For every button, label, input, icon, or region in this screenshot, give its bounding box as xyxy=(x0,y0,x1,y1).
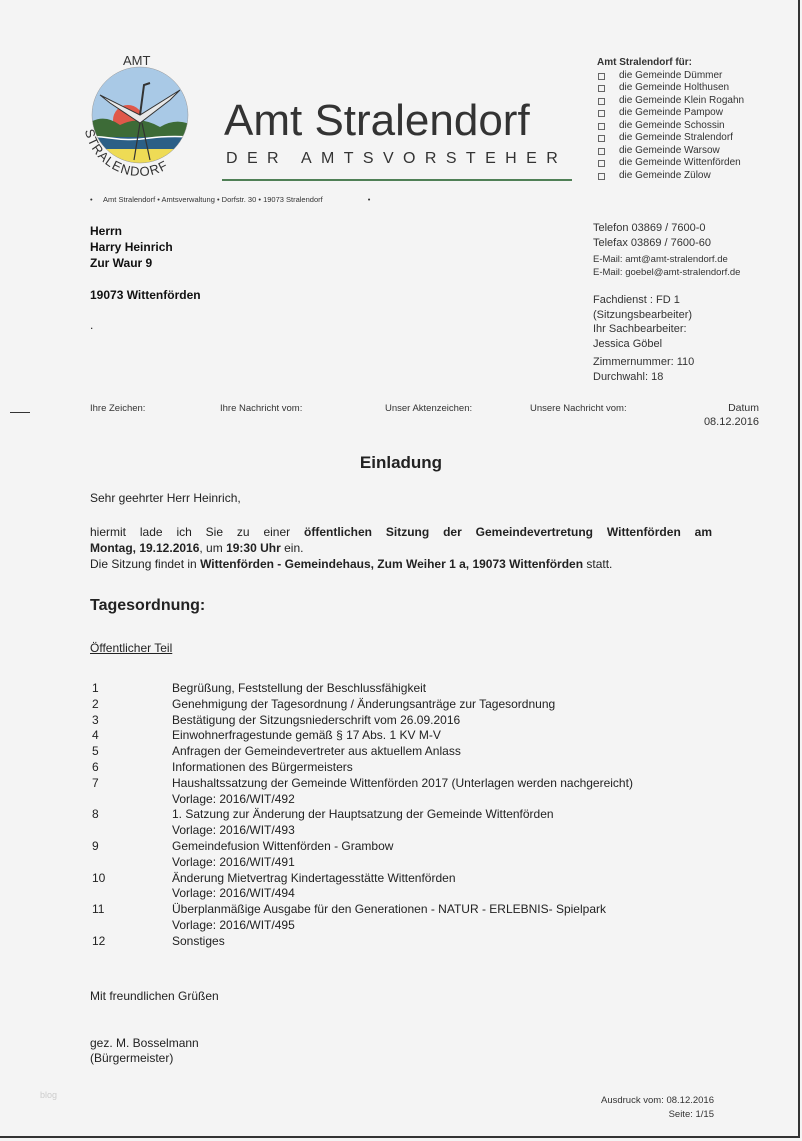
agenda-item xyxy=(92,839,633,855)
agenda-vorlage xyxy=(92,918,633,934)
agenda-item xyxy=(92,681,633,697)
closing-title: (Bürgermeister) xyxy=(90,1051,174,1065)
recipient-name: Harry Heinrich xyxy=(90,240,173,254)
agenda-number: 10 xyxy=(92,870,106,885)
logo-ring-bottom: STRALENDORF xyxy=(81,127,171,180)
community-label: die Gemeinde Zülow xyxy=(619,169,711,181)
agenda-number: 2 xyxy=(92,696,99,711)
agenda-text: Änderung Mietvertrag Kindertagesstätte Wittenförden xyxy=(172,870,456,885)
text: ein. xyxy=(280,541,304,555)
ref-our-message: Unsere Nachricht vom: xyxy=(530,403,627,414)
ref-your-message: Ihre Nachricht vom: xyxy=(220,403,303,414)
agenda-vorlage xyxy=(92,886,633,902)
community-label: die Gemeinde Warsow xyxy=(619,144,720,156)
recipient-city: 19073 Wittenförden xyxy=(90,288,201,302)
vorlage-ref: Vorlage: 2016/WIT/493 xyxy=(172,823,295,838)
agenda-vorlage xyxy=(92,792,633,808)
agenda-text: Haushaltssatzung der Gemeinde Wittenförden 2017 (Unterlagen werden nachgereicht) xyxy=(172,775,633,790)
agenda-number: 12 xyxy=(92,933,106,948)
community-item xyxy=(597,70,744,83)
agenda-number: 8 xyxy=(92,807,99,822)
invitation-line-2 xyxy=(90,541,303,555)
checkbox-icon xyxy=(598,173,605,180)
communities-heading: Amt Stralendorf für: xyxy=(597,57,692,68)
closing-signed: gez. M. Bosselmann xyxy=(90,1036,199,1050)
meeting-date: Montag, 19.12.2016 xyxy=(90,541,200,555)
agenda-item xyxy=(92,871,633,887)
text-bold: öffentlichen Sitzung der Gemeindevertretung Wittenförden am xyxy=(304,525,712,539)
agenda-number: 4 xyxy=(92,728,99,743)
agenda-vorlage xyxy=(92,823,633,839)
agenda-text: Einwohnerfragestunde gemäß § 17 Abs. 1 KV M-V xyxy=(172,728,441,743)
recipient-street: Zur Waur 9 xyxy=(90,256,153,270)
sender-line: • Amt Stralendorf • Amtsverwaltung • Dorfstr. 30 • 19073 Stralendorf • xyxy=(90,195,371,204)
agenda-item xyxy=(92,744,633,760)
closing-regards: Mit freundlichen Grüßen xyxy=(90,989,219,1003)
community-item xyxy=(597,120,744,133)
community-label: die Gemeinde Dümmer xyxy=(619,69,723,81)
checkbox-icon xyxy=(598,135,605,142)
footer-printed: Ausdruck vom: 08.12.2016 xyxy=(600,1095,714,1106)
letter-heading: Einladung xyxy=(359,453,443,472)
agenda-item xyxy=(92,934,633,950)
agenda-text: Gemeindefusion Wittenförden - Grambow xyxy=(172,838,394,853)
ref-your-ref: Ihre Zeichen: xyxy=(90,403,146,414)
amt-stralendorf-logo xyxy=(70,45,210,185)
community-item xyxy=(597,107,744,120)
agenda-item xyxy=(92,776,633,792)
checkbox-icon xyxy=(598,98,605,105)
text: Die Sitzung findet in xyxy=(90,557,201,571)
agenda-number: 6 xyxy=(92,759,99,774)
checkbox-icon xyxy=(598,85,605,92)
agenda-number: 7 xyxy=(92,775,99,790)
community-item xyxy=(597,145,744,158)
text: , um xyxy=(199,541,227,555)
agenda-text: Bestätigung der Sitzungsniederschrift vom 26.09.2016 xyxy=(172,712,461,727)
communities-list xyxy=(597,57,744,182)
agenda-text: Anfragen der Gemeindevertreter aus aktuellem Anlass xyxy=(172,744,461,759)
vorlage-ref: Vorlage: 2016/WIT/494 xyxy=(172,886,295,901)
agenda-text: Begrüßung, Feststellung der Beschlussfähigkeit xyxy=(172,681,427,695)
agenda-text: 1. Satzung zur Änderung der Hauptsatzung der Gemeinde Wittenförden xyxy=(172,807,554,822)
agenda-vorlage xyxy=(92,855,633,871)
agenda-number: 1 xyxy=(92,681,99,695)
checkbox-icon xyxy=(598,110,605,117)
agenda-item xyxy=(92,807,633,823)
community-label: die Gemeinde Holthusen xyxy=(619,82,730,93)
agenda-number: 5 xyxy=(92,744,99,759)
header-divider xyxy=(222,179,572,181)
vorlage-ref: Vorlage: 2016/WIT/492 xyxy=(172,791,295,806)
checkbox-icon xyxy=(598,123,605,130)
ref-date-label: Datum xyxy=(728,402,759,414)
contact-clerk: Jessica Göbel xyxy=(593,338,663,350)
agenda-item xyxy=(92,713,633,729)
contact-phone: Telefon 03869 / 7600-0 xyxy=(593,222,706,234)
sender-address: Amt Stralendorf • Amtsverwaltung • Dorfstr. 30 • 19073 Stralendorf xyxy=(103,195,323,204)
community-label: die Gemeinde Stralendorf xyxy=(619,132,733,143)
agenda-text: Sonstiges xyxy=(172,933,225,948)
agenda-text: Genehmigung der Tagesordnung / Änderungsanträge zur Tagesordnung xyxy=(172,696,556,711)
agenda-heading: Tagesordnung: xyxy=(90,597,206,614)
org-title: Amt Stralendorf xyxy=(224,96,530,145)
contact-email-1: E-Mail: amt@amt-stralendorf.de xyxy=(593,254,728,265)
contact-department: Fachdienst : FD 1 xyxy=(593,294,680,306)
agenda-text: Informationen des Bürgermeisters xyxy=(172,759,353,774)
recipient-salutation: Herrn xyxy=(90,224,123,238)
agenda-text: Überplanmäßige Ausgabe für den Generationen - NATUR - ERLEBNIS- Spielpark xyxy=(172,902,606,917)
contact-room: Zimmernummer: 110 xyxy=(593,356,695,368)
fold-mark xyxy=(10,412,30,413)
vorlage-ref: Vorlage: 2016/WIT/491 xyxy=(172,854,295,869)
community-label: die Gemeinde Klein Rogahn xyxy=(619,94,745,106)
invitation-line-1 xyxy=(90,525,712,539)
ref-date: 08.12.2016 xyxy=(703,416,759,428)
community-label: die Gemeinde Schossin xyxy=(619,119,725,131)
community-item xyxy=(597,157,744,170)
contact-extension: Durchwahl: 18 xyxy=(593,371,664,383)
watermark: blog xyxy=(40,1090,58,1100)
text: hiermit lade ich Sie zu einer xyxy=(90,525,305,539)
checkbox-icon xyxy=(598,160,605,167)
invitation-line-3 xyxy=(90,557,612,571)
text: statt. xyxy=(583,557,613,571)
checkbox-icon xyxy=(598,73,605,80)
footer-page: Seite: 1/15 xyxy=(668,1109,714,1120)
community-item xyxy=(597,82,744,95)
greeting: Sehr geehrter Herr Heinrich, xyxy=(90,491,241,505)
checkbox-icon xyxy=(598,148,605,155)
agenda-list xyxy=(92,681,633,950)
agenda-item xyxy=(92,728,633,744)
community-item xyxy=(597,132,744,145)
agenda-number: 9 xyxy=(92,838,99,853)
agenda-number: 11 xyxy=(92,902,105,917)
meeting-location: Wittenförden - Gemeindehaus, Zum Weiher 1 a, 19073 Wittenförden xyxy=(200,557,584,571)
ref-our-ref: Unser Aktenzeichen: xyxy=(385,403,473,414)
community-label: die Gemeinde Pampow xyxy=(619,107,723,118)
vorlage-ref: Vorlage: 2016/WIT/495 xyxy=(172,917,295,932)
community-item xyxy=(597,170,744,183)
community-label: die Gemeinde Wittenförden xyxy=(619,157,741,168)
contact-role: (Sitzungsbearbeiter) xyxy=(593,309,693,321)
agenda-section: Öffentlicher Teil xyxy=(90,641,173,655)
agenda-item xyxy=(92,760,633,776)
address-dot: . xyxy=(90,318,94,332)
meeting-time: 19:30 Uhr xyxy=(226,541,281,555)
contact-fax: Telefax 03869 / 7600-60 xyxy=(593,237,712,249)
logo-ring-top: AMT xyxy=(123,53,151,68)
agenda-item xyxy=(92,902,633,918)
agenda-item xyxy=(92,697,633,713)
community-item xyxy=(597,95,744,108)
agenda-number: 3 xyxy=(92,712,99,727)
contact-clerk-label: Ihr Sachbearbeiter: xyxy=(593,323,687,335)
org-subtitle: DER AMTSVORSTEHER xyxy=(226,150,568,167)
contact-email-2: E-Mail: goebel@amt-stralendorf.de xyxy=(593,267,741,278)
